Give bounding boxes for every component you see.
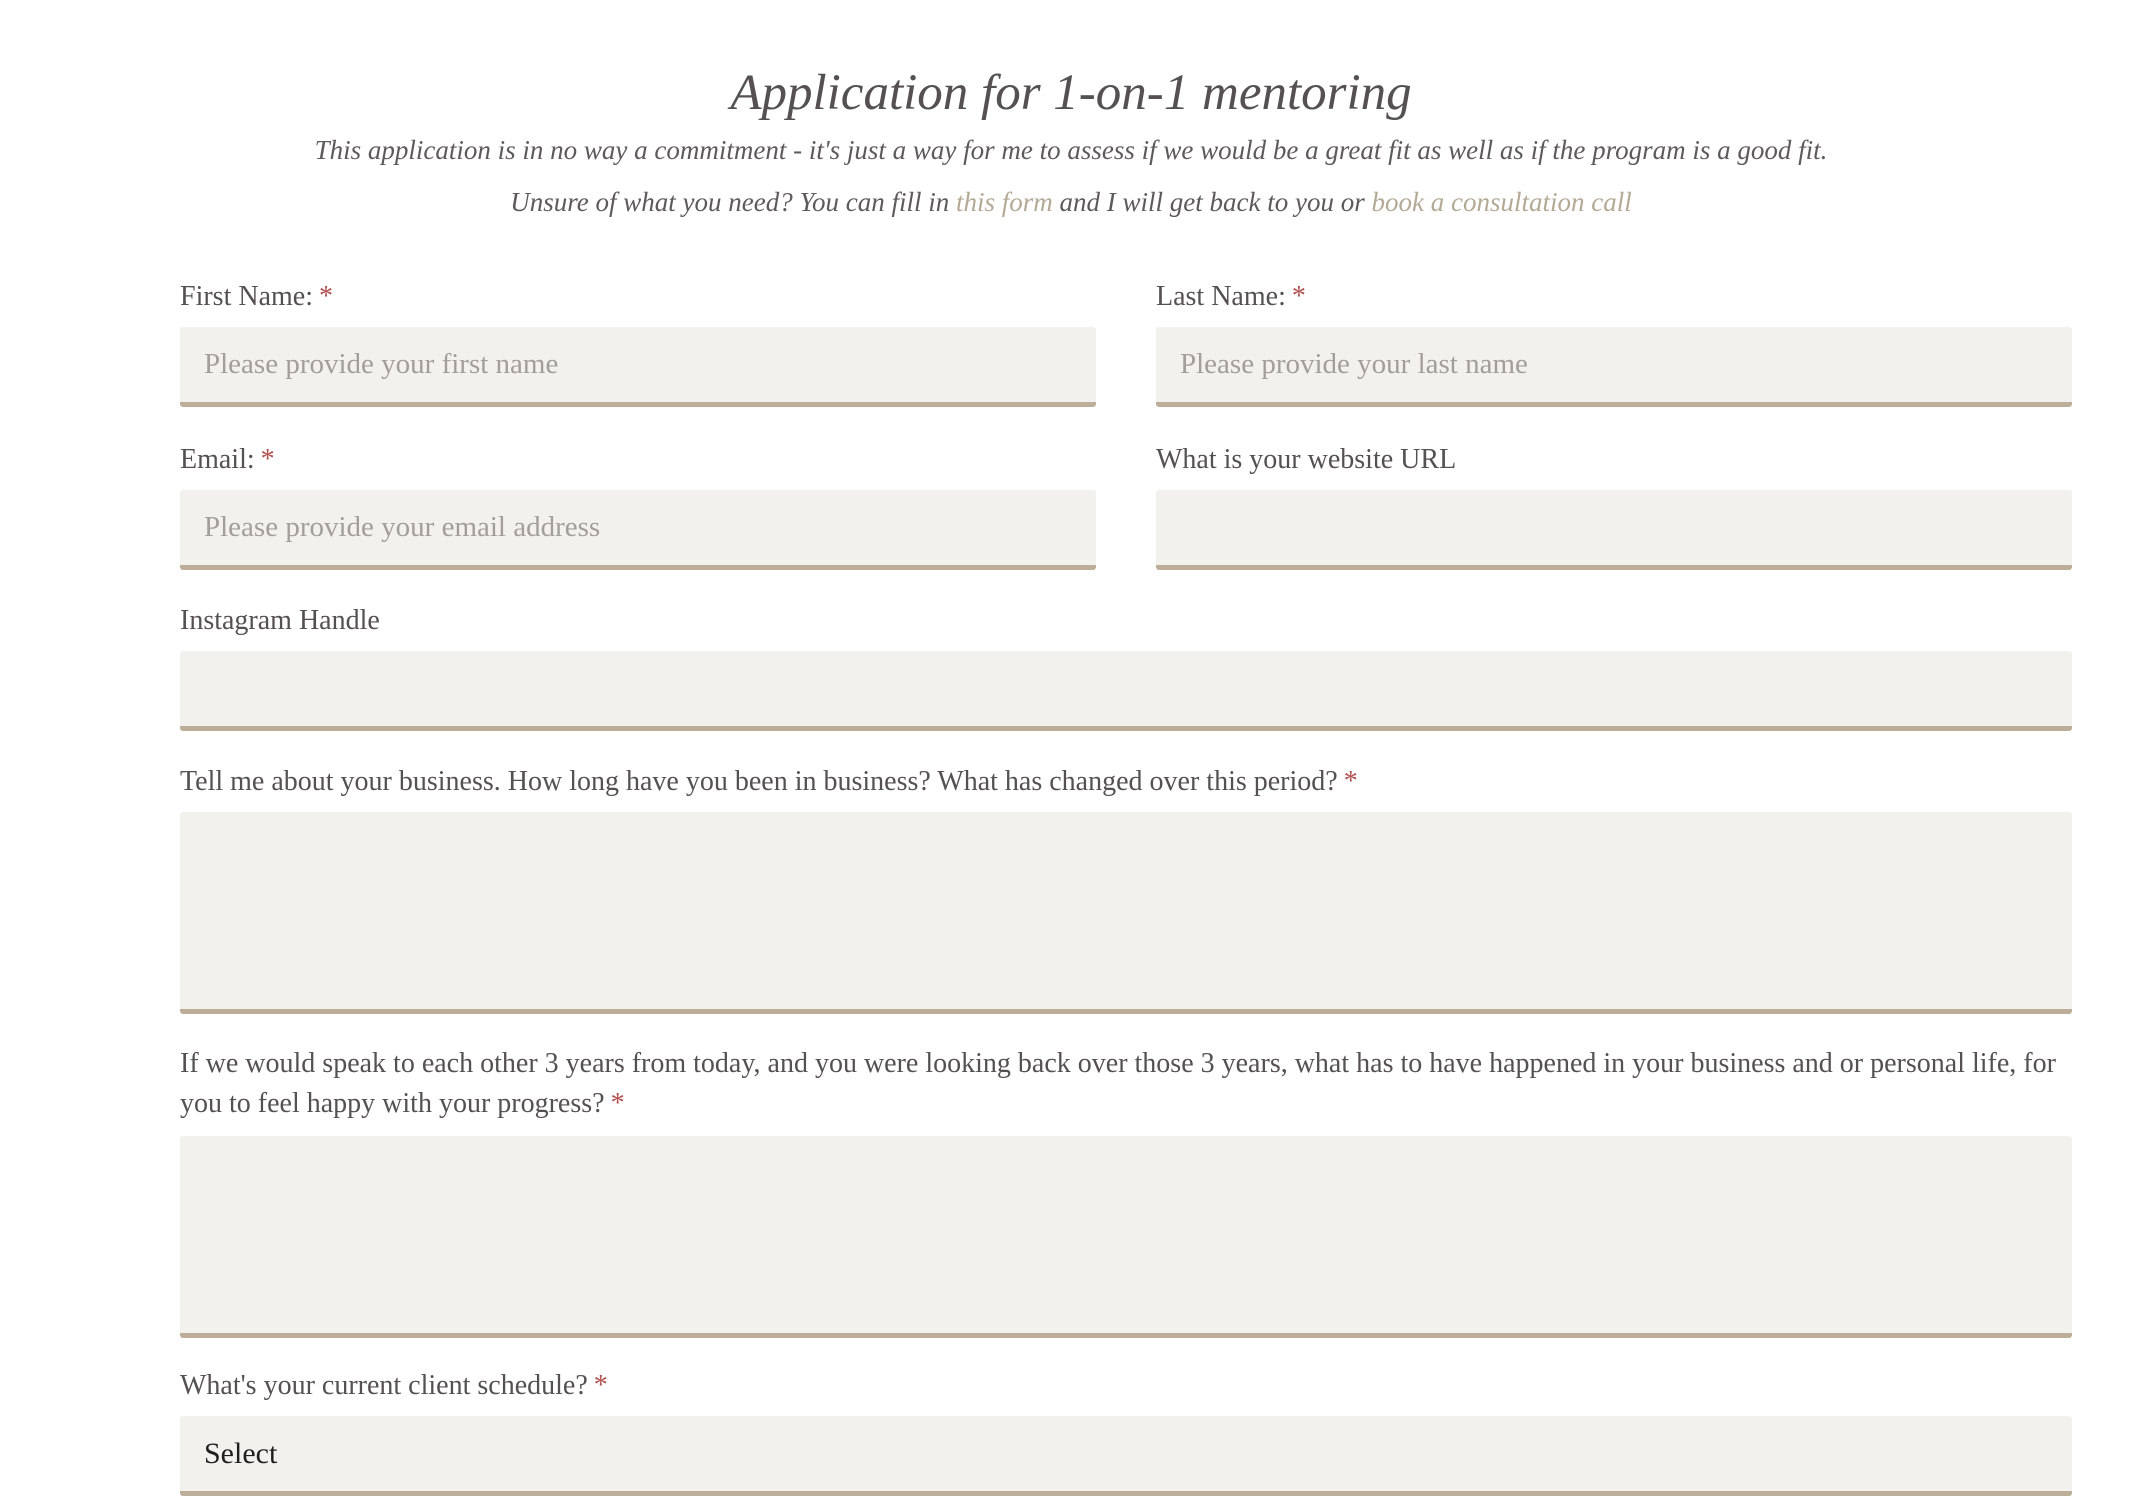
email-label-text: Email: — [180, 444, 255, 475]
required-marker: * — [319, 281, 333, 312]
email-input[interactable] — [180, 490, 1096, 570]
business-label — [180, 762, 2072, 802]
first-name-input[interactable] — [180, 327, 1096, 407]
required-marker: * — [593, 1370, 608, 1401]
instagram-field — [180, 601, 2072, 731]
first-name-label — [180, 277, 1096, 317]
required-marker: * — [1343, 766, 1358, 797]
book-consultation-link[interactable]: book a consultation call — [1371, 187, 1632, 217]
last-name-label-text: Last Name: — [1156, 281, 1286, 312]
last-name-label — [1156, 277, 2072, 317]
last-name-field — [1156, 277, 2072, 407]
business-field — [180, 762, 2072, 1014]
three-years-label — [180, 1044, 2072, 1124]
schedule-select-value: Select — [204, 1436, 278, 1470]
instagram-input[interactable] — [180, 651, 2072, 731]
required-marker: * — [260, 444, 275, 475]
page-title: Application for 1-on-1 mentoring — [730, 65, 1412, 121]
website-label: What is your website URL — [1156, 444, 1457, 475]
this-form-link[interactable]: this form — [956, 187, 1053, 217]
first-name-field — [180, 277, 1096, 407]
schedule-label — [180, 1366, 2072, 1406]
business-textarea[interactable] — [180, 812, 2072, 1014]
help-text — [0, 182, 2142, 222]
website-input[interactable] — [1156, 490, 2072, 570]
three-years-field — [180, 1044, 2072, 1338]
schedule-field — [180, 1366, 2072, 1496]
email-field — [180, 440, 1096, 570]
page-subtitle: This application is in no way a commitment - it's just a way for me to assess if we would be a great fit as well as if the program is a good fit. — [314, 135, 1828, 165]
website-field — [1156, 440, 2072, 570]
last-name-input[interactable] — [1156, 327, 2072, 407]
three-years-label-text: If we would speak to each other 3 years from today, and you were looking back over those 3 years, what has to have happened in your business and or personal life, for you to feel happy with your progress? — [180, 1048, 2056, 1119]
required-marker: * — [1291, 281, 1306, 312]
three-years-textarea[interactable] — [180, 1136, 2072, 1338]
required-marker: * — [610, 1088, 625, 1119]
first-name-label-text: First Name: — [180, 281, 313, 312]
business-label-text: Tell me about your business. How long have you been in business? What has changed over this period? — [180, 766, 1338, 797]
email-label — [180, 440, 1096, 480]
schedule-label-text: What's your current client schedule? — [180, 1370, 588, 1401]
help-text-middle: and I will get back to you or — [1052, 187, 1372, 217]
instagram-label: Instagram Handle — [180, 605, 380, 636]
schedule-select[interactable] — [180, 1416, 2072, 1496]
help-text-prefix: Unsure of what you need? You can fill in — [510, 187, 957, 217]
